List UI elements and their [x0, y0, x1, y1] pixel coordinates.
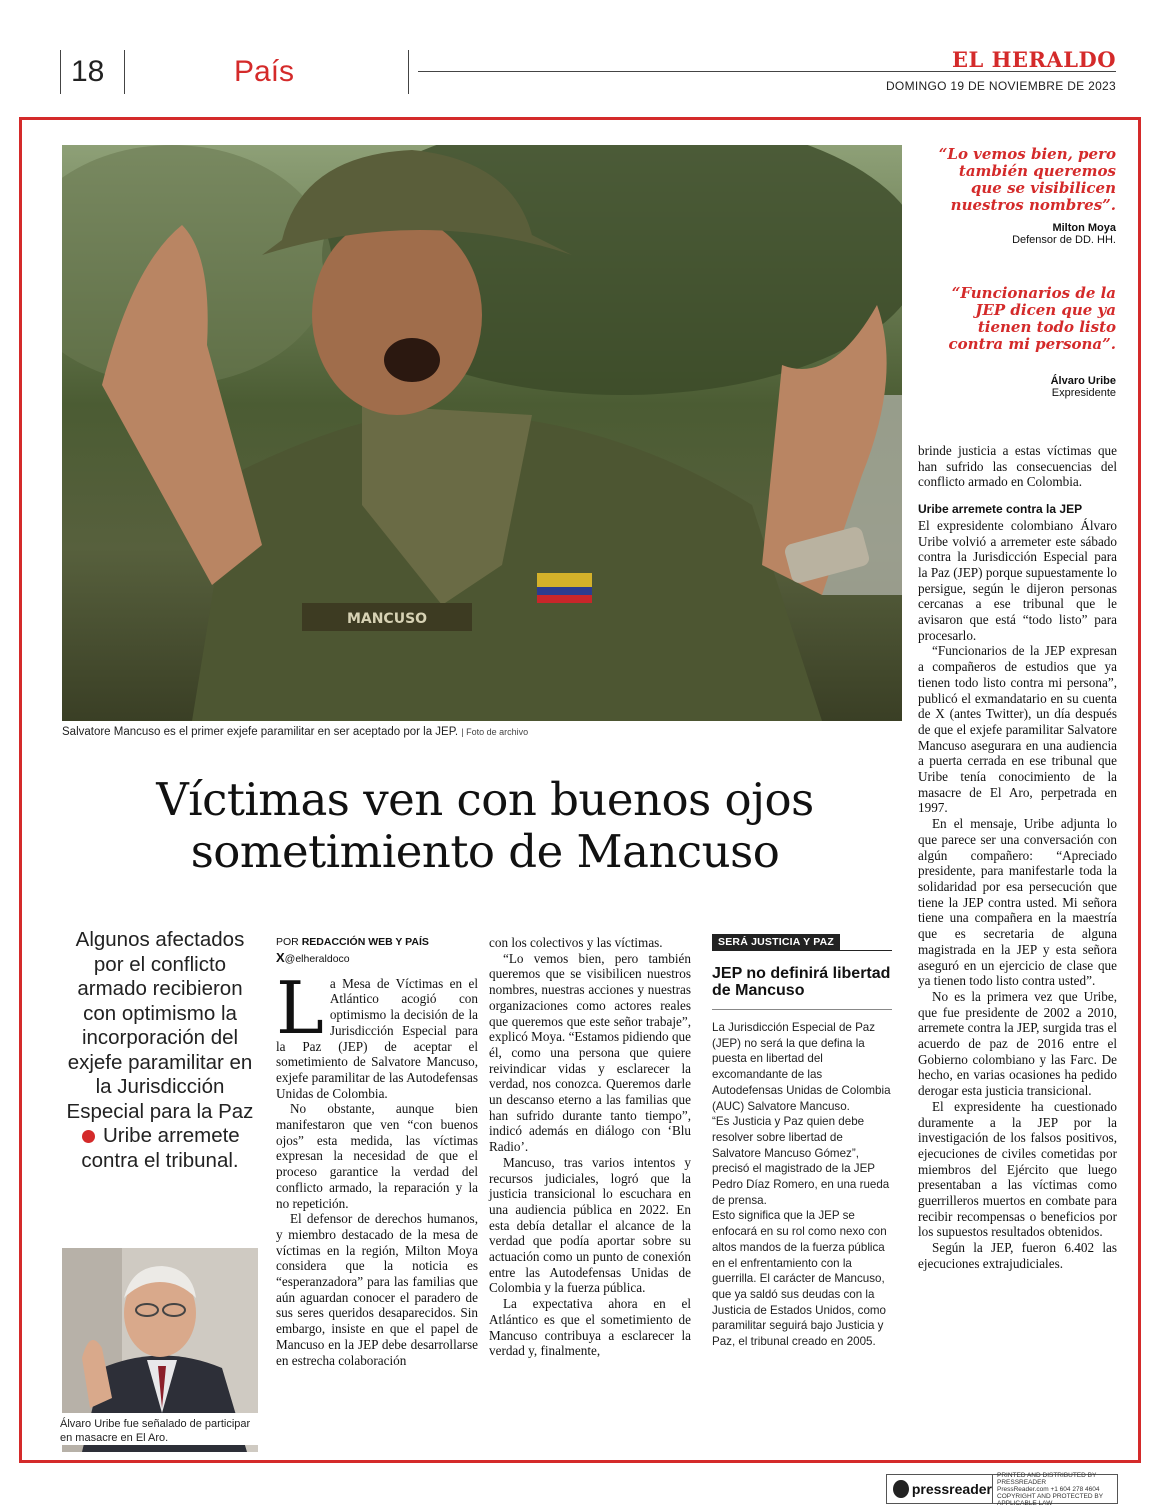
- fine-print-line: PressReader.com +1 604 278 4604: [997, 1485, 1100, 1493]
- photo-caption: [62, 726, 528, 738]
- paragraph: No es la primera vez que Uribe, que fue presidente de 2002 a 2010, arremete contra la JEP, surgida tras el acuerdo de paz de 2016 entre el Gobierno colombiano y las Farc. De hecho, en varias ocasiones ha pedido derogar esta justicia transicional.: [918, 988, 1117, 1099]
- paragraph: brinde justicia a estas víctimas que han sufrido las consecuencias del conflicto armado en Colombia.: [918, 443, 1117, 490]
- paragraph: El expresidente ha cuestionado duramente a la JEP por la investigación de los falsos positivos, ejecuciones de civiles cometidas por miembros del Ejército que luego presentaban a las víctimas como guerrilleros muertos en combate para recibir recompensas o beneficios por los supuestos resultados obtenidos.: [918, 1098, 1117, 1240]
- mancuso-photo-illustration: [62, 145, 902, 721]
- paragraph: con los colectivos y las víctimas.: [489, 935, 663, 950]
- article-column-4: [918, 443, 1117, 1272]
- byline: [276, 935, 478, 950]
- lead-text: Algunos afectados por el conflicto armado recibieron con optimismo la incorporación del exjefe paramilitar en la Jurisdicción Especial para la Paz: [66, 928, 254, 1123]
- paragraph: La expectativa ahora en el Atlántico es que el sometimiento de Mancuso contribuya a esclarecer la verdad y, finalmente,: [489, 1296, 691, 1359]
- sidebar-paragraph: La Jurisdicción Especial de Paz (JEP) no será la que defina la puesta en libertad del excomandante de las Autodefensas Unidas de Colombia (AUC) Salvatore Mancuso.: [712, 1021, 891, 1113]
- article-column-1: [276, 935, 478, 1368]
- subheading: Uribe arremete contra la JEP: [918, 502, 1083, 517]
- pull-quote-uribe: [930, 285, 1116, 399]
- drop-cap: L: [276, 965, 324, 1050]
- byline-prefix: POR: [276, 936, 299, 948]
- sidebar-paragraph: “Es Justicia y Paz quien debe resolver sobre libertad de Salvatore Mancuso Gómez”, precisó el magistrado de la JEP Pedro Díaz Romero, en una rueda de prensa.: [712, 1115, 890, 1207]
- lead-text-2: Uribe arremete contra el tribunal.: [81, 1124, 240, 1172]
- sidebar-tag: SERÁ JUSTICIA Y PAZ: [712, 934, 840, 950]
- x-logo-icon: X: [276, 950, 285, 965]
- quote-text: “Lo vemos bien, pero también queremos que se visibilicen nuestros nombres”.: [938, 145, 1116, 214]
- sidebar-title: JEP no definirá libertad de Mancuso: [712, 965, 892, 1010]
- red-bullet-icon: [82, 1130, 95, 1143]
- sidebar-paragraph: Esto significa que la JEP se enfocará en su rol como nexo con altos mandos de la fuerza pública en el enfrentamiento con la guerrilla. El carácter de Mancuso, que ya saldó sus deudas con la Justicia de Estados Unidos, como paramilitar seguirá bajo Justicia y Paz, el tribunal creado en 2005.: [712, 1209, 887, 1349]
- section-name: País: [234, 55, 295, 88]
- paragraph: No obstante, aunque bien manifestaron que ven “con buenos ojos” esta medida, las víctimas expresan la necesidad de que el proceso garantice la verdad del conflicto armado, la reparación y la no repetición.: [276, 1101, 478, 1211]
- sidebar-body: [712, 1020, 892, 1350]
- side-photo-caption: Álvaro Uribe fue señalado de participar en masacre en El Aro.: [60, 1413, 265, 1445]
- pressreader-fine-print: [993, 1472, 1117, 1507]
- sidebar-tag-line: [712, 932, 892, 951]
- fine-print-line: PRINTED AND DISTRIBUTED BY PRESSREADER: [997, 1471, 1097, 1486]
- caption-text: Salvatore Mancuso es el primer exjefe paramilitar en ser aceptado por la JEP.: [62, 726, 459, 738]
- pressreader-p-icon: [893, 1480, 909, 1498]
- pressreader-logo: [887, 1475, 993, 1503]
- social-handle[interactable]: [276, 950, 478, 968]
- issue-date: DOMINGO 19 DE NOVIEMBRE DE 2023: [885, 79, 1116, 93]
- page-number: 18: [60, 50, 104, 94]
- photo-credit: | Foto de archivo: [461, 727, 529, 737]
- quote-name: Milton Moya: [1052, 222, 1116, 234]
- paragraph: El defensor de derechos humanos, y miembro destacado de la mesa de víctimas en la región, Milton Moya considera que la noticia es “esperanzadora” para las familias que aún aguardan conocer el paradero de sus seres queridos desaparecidos. Sin embargo, insiste en que el papel de Mancuso en la JEP debe desarrollarse en estrecha colaboración: [276, 1211, 478, 1368]
- byline-author: REDACCIÓN WEB Y PAÍS: [301, 936, 429, 948]
- lead-summary: [60, 928, 260, 1173]
- quote-role: Expresidente: [1051, 387, 1116, 399]
- article-column-2: [489, 935, 691, 1359]
- pull-quote-moya: [930, 146, 1116, 246]
- quote-role: Defensor de DD. HH.: [1012, 234, 1116, 246]
- quote-text: “Funcionarios de la JEP dicen que ya tienen todo listo contra mi persona”.: [948, 284, 1116, 353]
- headline: Víctimas ven con buenos ojos sometimiento de Mancuso: [156, 773, 814, 878]
- fine-print-line: COPYRIGHT AND PROTECTED BY APPLICABLE LAW: [997, 1492, 1103, 1507]
- sidebar-box: [712, 932, 892, 1350]
- paragraph: Mancuso, tras varios intentos y recursos judiciales, logró que la justicia transicional lo escuchara en una audiencia pública en 2022. En esta debía detallar el alcance de la verdad que podía aportar sobre su actuación como un punto de conexión entre las Autodefensas Unidas de Colombia y la fuerza pública.: [489, 1154, 691, 1296]
- main-photo: [62, 145, 902, 721]
- paragraph: a Mesa de Víctimas en el Atlántico acogió con optimismo la decisión de la Jurisdicción Especial para la Paz (JEP) de aceptar el sometimiento de Salvatore Mancuso, exjefe paramilitar de las Autodefensas Unidas de Colombia.: [276, 975, 478, 1101]
- newspaper-logo: EL HERALDO: [952, 47, 1116, 72]
- handle-text: @elheraldoco: [284, 953, 350, 965]
- pressreader-brand: pressreader: [911, 1481, 992, 1497]
- name-patch-text: MANCUSO: [346, 611, 428, 627]
- header-divider: [124, 50, 125, 94]
- header-divider: [408, 50, 409, 94]
- paragraph: El expresidente colombiano Álvaro Uribe volvió a arremeter este sábado contra la Jurisdicción Especial para la Paz (JEP) porque supuestamente lo persigue, según le dijeron personas cercanas a ese tribunal que le avisaron que está “todo listo” para procesarlo.: [918, 517, 1117, 643]
- quote-name: Álvaro Uribe: [1050, 375, 1116, 387]
- pressreader-badge[interactable]: [886, 1471, 1118, 1507]
- paragraph: “Lo vemos bien, pero también queremos que se visibilicen nuestros nombres, nuestras acciones y nuestras organizaciones como actores reales que queremos que este señor trabaje”, explicó Moya. “Estamos pidiendo que él, como una persona que quiere reivindicar vidas y esclarecer la verdad, nos conozca. Queremos darle un descanso eterno a las familias que han sufrido durante tanto tiempo”, indicó además en diálogo con ‘Blu Radio’.: [489, 950, 691, 1155]
- paragraph: “Funcionarios de la JEP expresan a compañeros de estudios que ya tienen todo listo contra mi persona”, publicó el exmandatario en su cuenta de X (antes Twitter), un día después de que el exjefe paramilitar Salvatore Mancuso asegurara en una audiencia a puerta cerrada en ese tribunal que Uribe tenía conocimiento de la masacre de El Aro, perpetrada en 1997.: [918, 643, 1117, 816]
- paragraph: En el mensaje, Uribe adjunta lo que parece ser una conversación con algún compañero: “Apreciado presidente, para manifestarle toda la solidaridad por esa persecución que tiene la JEP contra usted. Mi señora tiene una compañera en la maestría que es secretaria de alguna magistrada en la JEP y esta señora aseguró en un ejercicio de clase que ya tienen todo listo contra usted”.: [918, 816, 1117, 989]
- paragraph: Según la JEP, fueron 6.402 las ejecuciones extrajudiciales.: [918, 1240, 1117, 1271]
